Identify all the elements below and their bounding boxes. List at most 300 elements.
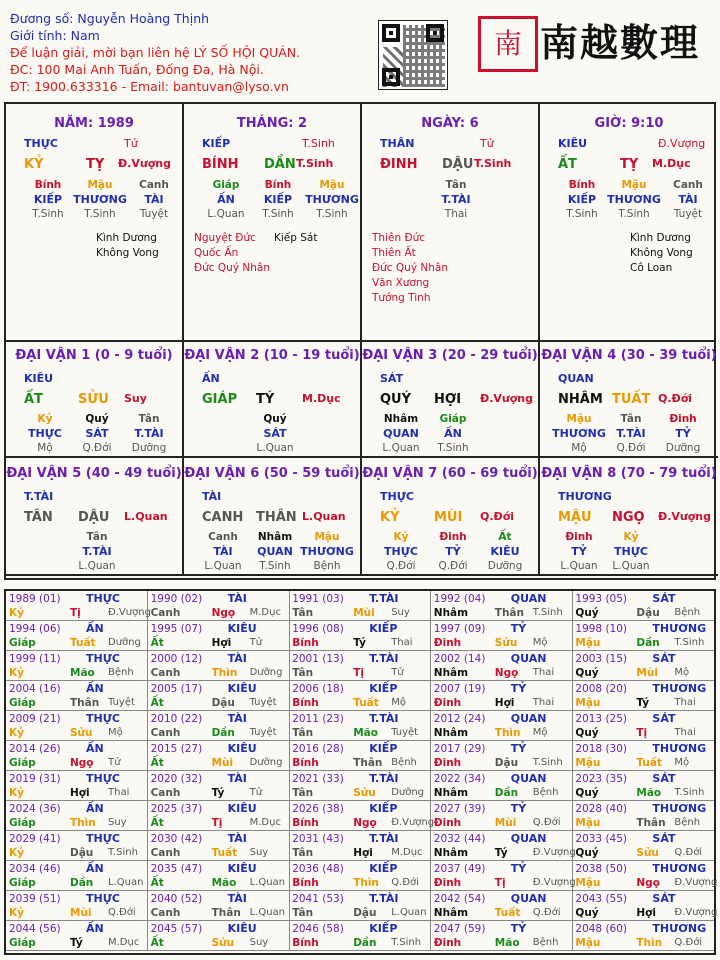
year-label: 2006 (18) [292,683,344,695]
dai-van-hidden-star: THỰC [28,427,62,440]
year-label: 2015 (27) [150,743,203,755]
dai-van-ts: M.Dục [302,392,341,405]
year-chi: Hợi [494,697,515,709]
dai-van-can: KỶ [380,510,400,525]
year-label: 2017 (29) [433,743,486,755]
year-star: TÀI [227,892,247,905]
year-chi: Sửu [211,937,235,949]
hidden-can: Bính [264,179,292,191]
year-star: T.TÀI [369,892,399,905]
annual-cell [431,711,573,741]
year-chi: Mão [636,787,662,799]
year-star: TỶ [510,802,527,815]
year-star: QUAN [510,712,547,725]
year-ts: T.Sinh [391,937,422,948]
hidden-star: THƯƠNG [607,193,661,206]
year-chi: Dậu [211,697,235,709]
year-ts: T.Sinh [674,637,705,648]
year-chi: Tị [70,607,81,619]
dai-van-hidden-can: Kỷ [623,531,639,543]
year-label: 2025 (37) [150,803,203,815]
year-label: 2016 (28) [292,743,344,755]
dai-van-star: THƯƠNG [558,490,612,503]
year-ts: Đ.Vượng [532,877,576,888]
year-chi: Sửu [353,787,376,799]
dai-van-can: GIÁP [202,392,238,407]
dai-van-title: ĐẠI VẬN 1 (0 - 9 tuổi) [15,348,173,363]
year-ts: M.Dục [108,937,140,948]
header [0,0,720,100]
year-star: T.TÀI [369,652,399,665]
year-can: Nhâm [433,847,469,859]
year-can: Tân [292,727,314,739]
year-can: Quý [575,847,599,859]
dai-van-hidden-ts: L.Quan [256,442,294,454]
year-chi: Tý [494,847,508,859]
year-label: 2010 (22) [150,713,203,725]
qr-code-icon[interactable] [378,20,448,90]
year-ts: Tử [108,757,121,768]
year-can: Kỷ [9,907,24,919]
year-can: Quý [575,607,599,619]
annual-cell [6,921,148,951]
dai-van-hidden-ts: Dưỡng [131,442,167,454]
year-label: 2048 (60) [575,923,628,935]
year-chi: Tị [636,727,648,739]
year-label: 2040 (52) [150,893,203,905]
annual-cell [6,891,148,921]
dai-van-hidden-can: Đinh [669,413,697,425]
year-can: Giáp [9,697,36,709]
annual-cell [431,681,573,711]
shen-sha-star: Quốc Ấn [194,247,239,259]
year-star: TỶ [510,622,527,635]
dai-van-hidden-can: Đinh [565,531,593,543]
year-can: Mậu [575,817,601,829]
year-label: 2047 (59) [433,923,486,935]
year-star: TỶ [510,682,527,695]
annual-cell [148,891,290,921]
year-label: 2003 (15) [575,653,628,665]
dai-van-hidden-star: ẤN [444,427,462,440]
annual-cell [431,651,573,681]
year-label: 2023 (35) [575,773,628,785]
dai-van-hidden-ts: L.Quan [560,560,598,572]
year-chi: Mùi [211,757,234,769]
year-label: 2022 (34) [433,773,486,785]
year-ts: L.Quan [391,907,427,918]
hidden-can: Tân [445,179,467,191]
hidden-can: Canh [139,179,169,191]
dai-van-hidden-can: Kỷ [393,531,409,543]
shen-sha-star: Đức Quý Nhân [194,262,270,274]
client-info [10,10,300,95]
hidden-star: THƯƠNG [73,193,127,206]
year-ts: Đ.Vượng [108,607,151,618]
year-can: Mậu [575,877,601,889]
year-ts: Tuyệt [391,727,419,738]
contact-note: Để luận giải, mời bạn liên hệ LÝ SỐ HỘI QUÁN. [10,45,301,60]
year-label: 2024 (36) [9,803,61,815]
year-chi: Mùi [494,817,517,829]
annual-cell [289,621,431,651]
annual-cell [6,771,148,801]
year-chi: Tý [353,637,366,649]
year-chi: Dậu [70,847,94,859]
hidden-can: Bính [568,179,596,191]
dai-van-8 [540,458,718,576]
annual-cell [289,801,435,831]
dai-van-hidden-ts: L.Quan [612,560,650,572]
year-chi: Mão [494,937,520,949]
year-ts: Dưỡng [391,787,425,798]
year-can: Canh [150,667,181,679]
year-star: TỶ [510,742,527,755]
pillar-title: NĂM: 1989 [54,116,134,131]
year-can: Bính [292,937,319,949]
year-can: Quý [575,907,599,919]
dai-van-ts: Đ.Vượng [658,510,712,523]
year-can: Nhâm [433,667,469,679]
year-can: Canh [150,607,181,619]
year-ts: Suy [249,847,269,858]
year-can: Quý [575,667,599,679]
annual-cell [431,741,573,771]
year-ts: Dưỡng [249,757,283,768]
shen-sha-star: Thiên Ất [372,247,416,259]
year-ts: Đ.Vượng [674,877,718,888]
contact-phone-email[interactable]: ĐT: 1900.633316 - Email: bantuvan@lyso.vn [10,79,289,94]
dai-van-hidden-can: Đinh [439,531,467,543]
hidden-star: T.TÀI [441,193,471,206]
year-can: Kỷ [9,667,24,679]
year-label: 2035 (47) [150,863,203,875]
dai-van-chi: MÙI [434,510,463,525]
year-chi: Sửu [70,727,93,739]
pillar-top-ts: Đ.Vượng [658,137,706,150]
year-can: Đinh [433,937,462,949]
dai-van-6 [184,458,362,576]
dai-van-hidden-can: Quý [85,413,109,425]
year-chi: Thân [211,907,241,919]
year-ts: T.Sinh [532,607,563,618]
year-chi: Thìn [70,817,96,829]
pillar-top-star: THÂN [380,137,415,150]
year-can: Tân [292,907,314,919]
year-label: 1996 (08) [292,623,344,635]
year-chi: Mão [70,667,95,679]
hidden-star: TÀI [678,193,698,206]
dai-van-title: ĐẠI VẬN 7 (60 - 69 tuổi) [362,466,538,481]
annual-luck-table [4,589,716,955]
year-chi: Thân [353,757,383,769]
year-star: SÁT [652,712,676,725]
year-star: ẤN [86,922,104,935]
shen-sha-star: Thiên Đức [372,232,426,244]
year-can: Bính [292,877,319,889]
year-label: 2020 (32) [150,773,203,785]
year-ts: Thai [674,697,696,708]
annual-cell [431,801,573,831]
year-can: Quý [575,787,599,799]
year-label: 2018 (30) [575,743,628,755]
dai-van-title: ĐẠI VẬN 6 (50 - 59 tuổi) [184,466,360,481]
year-label: 2007 (19) [433,683,486,695]
dai-van-hidden-can: Mậu [314,531,340,543]
dai-van-ts: L.Quan [302,510,346,523]
dai-van-hidden-can: Tân [620,413,642,425]
year-ts: Q.Đới [532,907,561,918]
year-chi: Dần [70,877,94,889]
year-ts: Tử [249,787,263,798]
annual-cell [289,651,431,681]
year-star: TỶ [510,862,527,875]
year-label: 2014 (26) [9,743,61,755]
year-star: ẤN [86,802,104,815]
year-can: Kỷ [9,847,24,859]
year-ts: Q.Đới [391,877,419,888]
year-star: QUAN [510,892,547,905]
dai-van-ts: Q.Đới [658,392,693,405]
year-label: 2008 (20) [575,683,628,695]
annual-cell [148,681,290,711]
year-star: THỰC [86,892,120,905]
dai-van-2 [184,340,362,458]
year-can: Nhâm [433,727,469,739]
dai-van-hidden-star: T.TÀI [616,427,646,440]
dai-van-hidden-star: QUAN [383,427,419,440]
year-star: TÀI [227,652,247,665]
year-ts: Bệnh [674,817,701,828]
year-label: 2029 (41) [9,833,61,845]
annual-cell [289,711,431,741]
dai-van-hidden-ts: Mộ [37,442,53,454]
year-label: 2021 (33) [292,773,344,785]
year-ts: Tử [391,667,404,678]
year-label: 1993 (05) [575,593,628,605]
pillar-1 [184,104,362,340]
client-name: Đương số: Nguyễn Hoàng Thịnh [10,11,210,26]
year-chi: Dần [211,727,235,739]
year-label: 2013 (25) [575,713,628,725]
year-can: Quý [575,727,599,739]
year-ts: M.Dục [391,847,423,858]
hidden-star: KIẾP [567,193,597,206]
year-ts: Thai [674,727,696,738]
year-star: THỰC [86,712,120,725]
year-chi: Tuất [636,757,662,769]
year-star: T.TÀI [369,592,399,605]
year-chi: Tuất [70,637,96,649]
dai-van-hidden-star: THƯƠNG [552,427,606,440]
year-ts: Bệnh [674,607,701,618]
annual-cell [148,741,290,771]
hidden-ts: Tuyệt [139,208,169,220]
annual-cell [572,621,714,651]
four-pillars [4,102,716,342]
dai-van-4 [540,340,718,458]
year-ts: Mộ [532,727,548,738]
year-chi: Tị [353,667,364,679]
year-ts: Đ.Vượng [391,817,435,828]
year-label: 1989 (01) [9,593,61,605]
year-chi: Mùi [70,907,92,919]
year-chi: Tuất [211,847,238,859]
dai-van-star: SÁT [380,372,404,385]
annual-cell [6,861,148,891]
year-label: 2039 (51) [9,893,61,905]
year-chi: Ngọ [70,757,94,769]
annual-cell [6,741,148,771]
year-chi: Thìn [494,727,521,739]
year-chi: Dậu [353,907,377,919]
year-ts: Q.Đới [532,817,561,828]
annual-cell [148,861,290,891]
year-star: KIẾP [369,802,398,815]
year-ts: Tuyệt [108,697,135,708]
year-chi: Thìn [211,667,238,679]
shen-sha-star: Cô Loan [630,262,673,274]
year-label: 2038 (50) [575,863,628,875]
year-star: KIẾP [369,622,398,635]
year-can: Giáp [9,937,36,949]
annual-cell [572,591,714,621]
annual-cell [572,861,718,891]
pillar-top-star: THỰC [24,137,58,150]
year-ts: Mộ [108,727,123,738]
year-star: ẤN [86,862,104,875]
year-chi: Thân [636,817,666,829]
hidden-ts: T.Sinh [618,208,650,220]
year-ts: Q.Đới [674,847,703,858]
year-label: 2019 (31) [9,773,61,785]
year-ts: Thai [532,667,555,678]
year-can: Bính [292,757,319,769]
annual-cell [289,921,431,951]
year-can: Canh [150,907,181,919]
year-can: Kỷ [9,787,24,799]
year-label: 2033 (45) [575,833,628,845]
pillar-top-ts: Tử [124,137,138,150]
dai-van-chi: DẬU [78,510,110,525]
year-ts: Mộ [674,757,690,768]
year-ts: Bệnh [532,787,559,798]
year-can: Nhâm [433,607,469,619]
shen-sha-star: Tướng Tinh [372,292,431,304]
year-star: TÀI [227,592,247,605]
year-can: Mậu [575,637,601,649]
dai-van-can: TÂN [24,510,53,525]
dai-van-can: MẬU [558,510,592,525]
year-ts: L.Quan [249,907,286,918]
dai-van-star: TÀI [202,490,222,503]
dai-van-can: ẤT [24,392,43,407]
year-star: KIÊU [227,922,257,935]
annual-cell [148,711,290,741]
year-ts: Bệnh [391,757,417,768]
annual-cell [148,621,290,651]
year-can: Tân [292,847,314,859]
hidden-ts: Tuyệt [673,208,703,220]
year-chi: Hợi [70,787,90,799]
year-star: THƯƠNG [652,922,707,935]
year-star: KIẾP [369,742,398,755]
dai-van-hidden-ts: Q.Đới [386,560,416,572]
dai-van-hidden-ts: Q.Đới [616,442,646,454]
dai-van-star: T.TÀI [24,490,54,503]
year-ts: T.Sinh [108,847,138,858]
year-label: 2027 (39) [433,803,486,815]
year-label: 1995 (07) [150,623,203,635]
dai-van-hidden-star: THƯƠNG [300,545,354,558]
dai-van-ts: Suy [124,392,147,405]
pillar-3 [540,104,718,340]
dai-van-hidden-star: TÀI [213,545,233,558]
year-can: Tân [292,667,314,679]
annual-cell [572,771,714,801]
dai-van-7 [362,458,540,576]
year-star: SÁT [652,592,676,605]
year-star: THƯƠNG [652,802,707,815]
dai-van-star: THỰC [380,490,414,503]
hidden-star: ẤN [217,193,235,206]
year-chi: Hợi [353,847,373,859]
year-ts: Q.Đới [674,937,703,948]
year-star: KIÊU [227,802,257,815]
shen-sha-star: Kiếp Sát [274,232,318,244]
annual-cell [148,801,290,831]
dai-van-chi: SỬU [78,392,109,407]
year-can: Tân [292,787,314,799]
year-ts: Suy [108,817,127,828]
dai-van-hidden-ts: L.Quan [78,560,116,572]
year-can: Giáp [9,877,36,889]
dai-van-hidden-ts: Dưỡng [487,560,523,572]
annual-cell [148,831,290,861]
dai-van-title: ĐẠI VẬN 8 (70 - 79 tuổi) [541,466,717,481]
year-ts: T.Sinh [532,757,563,768]
annual-cell [289,591,431,621]
pillar-chi: DẬU [442,157,474,172]
dai-van-hidden-can: Nhâm [383,413,419,425]
dai-van-hidden-star: SÁT [263,427,287,440]
dai-van-star: QUAN [558,372,594,385]
annual-cell [289,741,431,771]
year-can: Đinh [433,697,462,709]
year-label: 2000 (12) [150,653,203,665]
year-chi: Mùi [353,607,375,619]
pillar-title: NGÀY: 6 [421,116,479,131]
year-can: Giáp [9,757,36,769]
annual-cell [431,591,573,621]
dai-van-hidden-can: Quý [263,413,287,425]
year-star: ẤN [86,622,104,635]
year-can: Mậu [575,937,601,949]
pillar-truong-sinh: T.Sinh [296,157,334,170]
year-can: Ất [150,637,164,649]
year-can: Giáp [9,817,36,829]
annual-cell [431,831,576,861]
year-ts: L.Quan [249,877,286,888]
year-can: Ất [150,697,164,709]
year-chi: Thân [70,697,100,709]
year-can: Canh [150,727,181,739]
year-label: 2028 (40) [575,803,628,815]
annual-cell [289,891,431,921]
year-ts: T.Sinh [674,787,705,798]
pillar-top-star: KIÊU [558,137,588,150]
annual-cell [6,591,151,621]
